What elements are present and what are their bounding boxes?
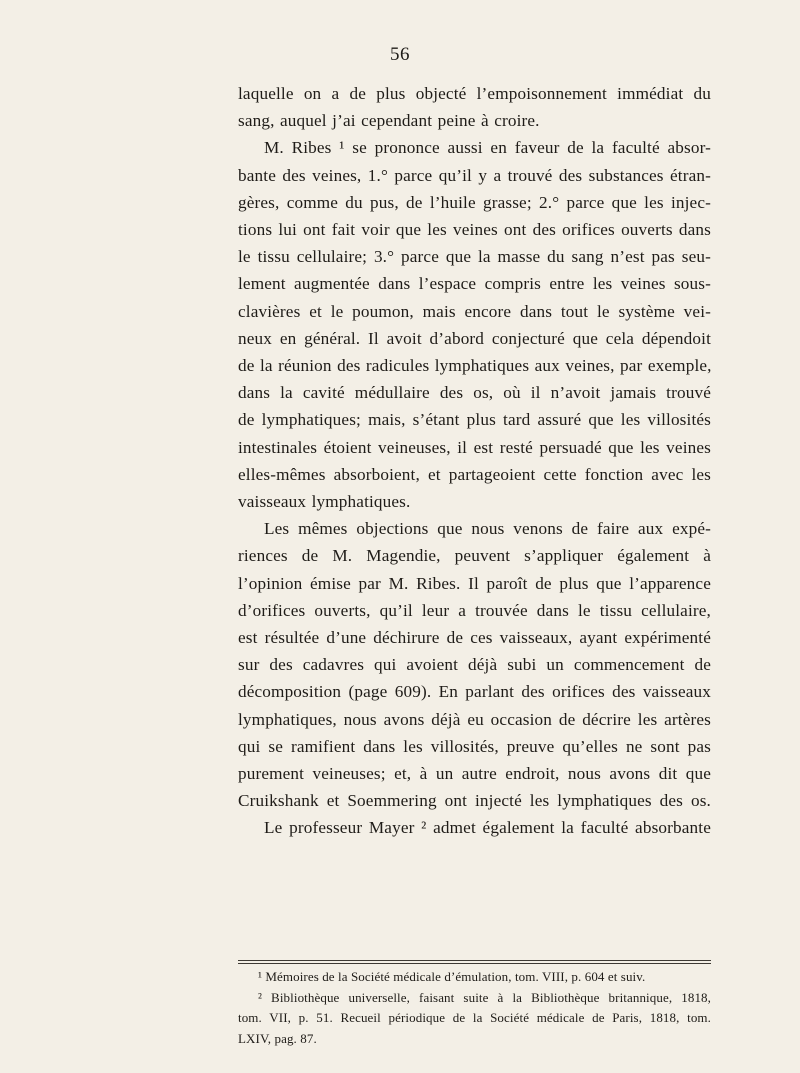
text-line: intestinales étoient veineuses, il est resté persuadé que les veines: [238, 437, 711, 457]
text-line: Cruikshank et Soemmering ont injecté les lymphatiques des os.: [238, 791, 711, 811]
text-line: d’orifices ouverts, qu’il leur a trouvée dans le tissu cellulaire,: [238, 600, 711, 620]
text-line: gères, comme du pus, de l’huile grasse; 2.° parce que les injec-: [238, 192, 711, 212]
text-line: décomposition (page 609). En parlant des orifices des vaisseaux: [238, 682, 711, 702]
footnote-line: ² Bibliothèque universelle, faisant suite à la Bibliothèque britannique, 1818,: [258, 989, 711, 1005]
text-line: neux en général. Il avoit d’abord conjecturé que cela dépendoit: [238, 328, 711, 348]
footnote-divider: [238, 960, 711, 961]
text-line: tions lui ont fait voir que les veines ont des orifices ouverts dans: [238, 220, 711, 240]
text-line: lement augmentée dans l’espace compris entre les veines sous-: [238, 274, 711, 294]
body-text: [238, 80, 711, 842]
text-line: purement veineuses; et, à un autre endroit, nous avons dit que: [238, 764, 711, 784]
text-line: vaisseaux lymphatiques.: [238, 492, 411, 512]
text-line: M. Ribes ¹ se prononce aussi en faveur de la faculté absor-: [264, 138, 711, 158]
text-line: Le professeur Mayer ² admet également la faculté absorbante: [264, 818, 711, 838]
text-line: elles-mêmes absorboient, et partageoient cette fonction avec les: [238, 464, 711, 484]
text-line: de la réunion des radicules lymphatiques aux veines, par exemple,: [238, 356, 712, 376]
footnotes: [238, 967, 711, 1049]
text-line: le tissu cellulaire; 3.° parce que la masse du sang n’est pas seu-: [238, 247, 711, 267]
text-line: est résultée d’une déchirure de ces vaisseaux, ayant expérimenté: [238, 628, 711, 648]
text-line: laquelle on a de plus objecté l’empoisonnement immédiat du: [238, 84, 711, 103]
footnote-line: tom. VII, p. 51. Recueil périodique de la Société médicale de Paris, 1818, tom.: [238, 1010, 711, 1025]
text-line: sang, auquel j’ai cependant peine à croire.: [238, 111, 540, 131]
text-line: de lymphatiques; mais, s’étant plus tard assuré que les villosités: [238, 410, 711, 430]
page-number: 56: [390, 44, 410, 65]
text-line: qui se ramifient dans les villosités, preuve qu’elles ne sont pas: [238, 736, 711, 756]
text-line: clavières et le poumon, mais encore dans tout le système vei-: [238, 301, 711, 321]
text-line: dans la cavité médullaire des os, où il n’avoit jamais trouvé: [238, 383, 711, 403]
text-line: Les mêmes objections que nous venons de faire aux expé-: [264, 519, 711, 539]
text-line: riences de M. Magendie, peuvent s’appliquer également à: [238, 546, 711, 566]
text-line: lymphatiques, nous avons déjà eu occasion de décrire les artères: [238, 709, 711, 729]
text-line: l’opinion émise par M. Ribes. Il paroît de plus que l’apparence: [238, 573, 711, 593]
footnote-line: LXIV, pag. 87.: [238, 1030, 317, 1046]
footnote-line: ¹ Mémoires de la Société médicale d’émulation, tom. VIII, p. 604 et suiv.: [258, 969, 646, 984]
text-line: sur des cadavres qui avoient déjà subi un commencement de: [238, 655, 711, 675]
text-line: bante des veines, 1.° parce qu’il y a trouvé des substances étran-: [238, 165, 711, 185]
